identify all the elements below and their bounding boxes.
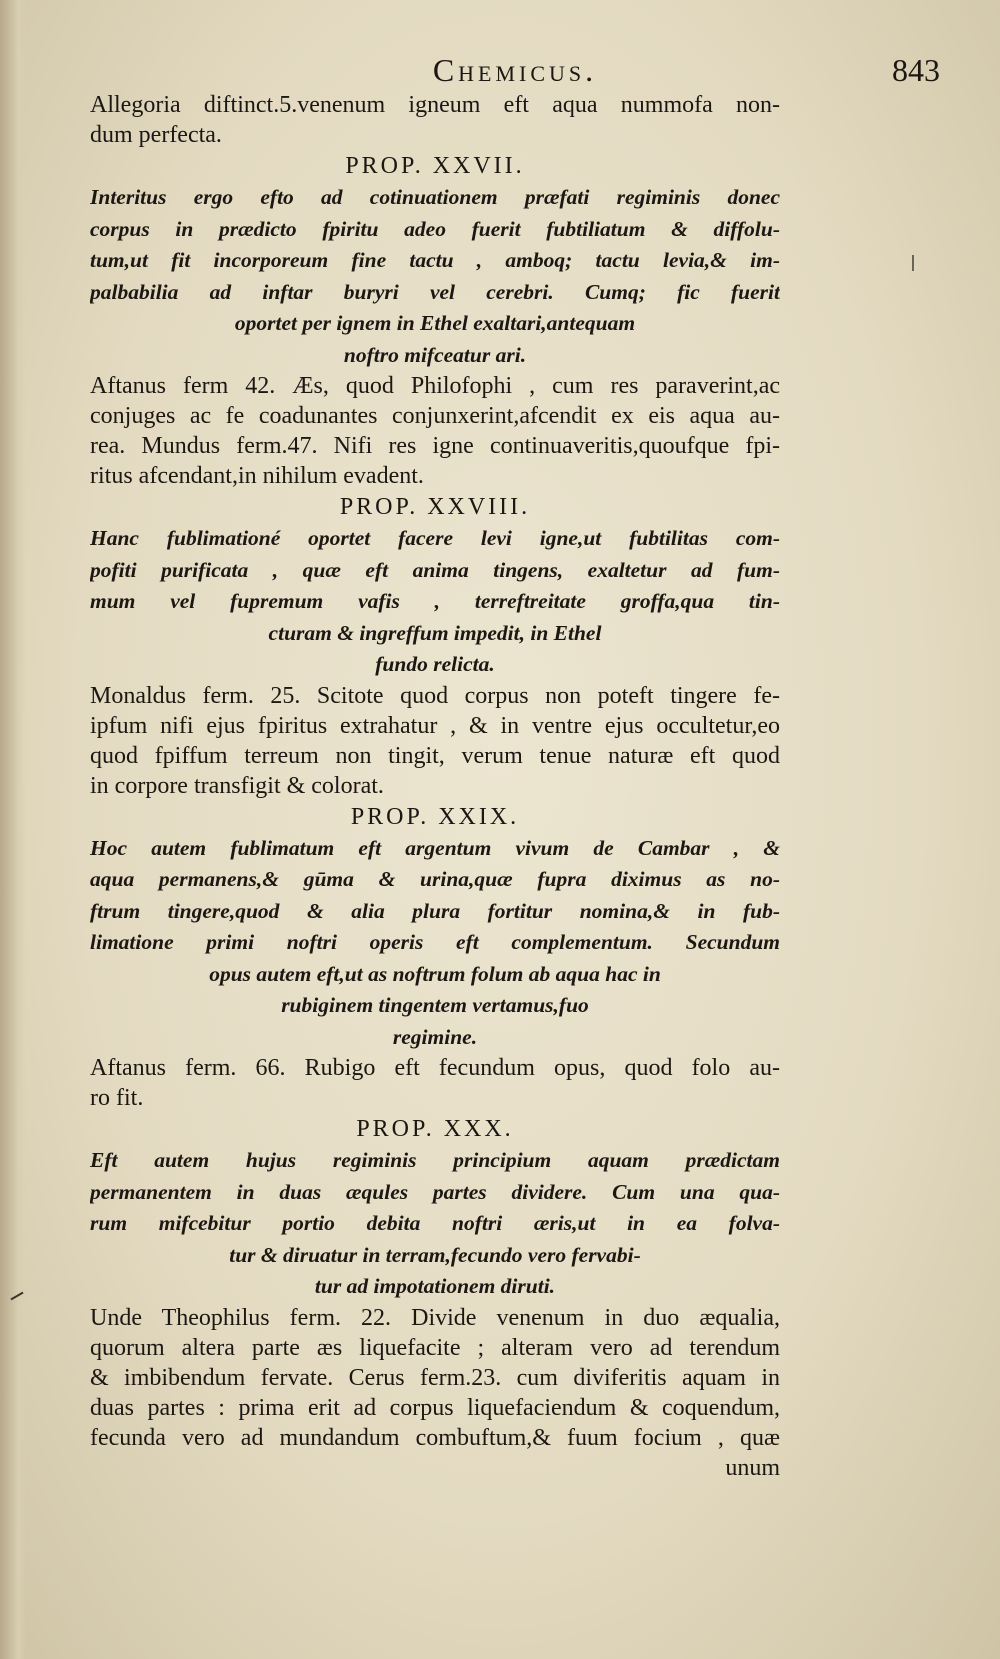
text-line: quorum altera parte æs liquefacite ; alteram vero ad terendum — [90, 1334, 780, 1361]
proposition-line: Interitus ergo efto ad cotinuationem præfati regiminis donec — [90, 185, 780, 209]
prop-heading: PROP. XXIX. — [350, 803, 520, 830]
text-line: dum perfecta. — [90, 122, 222, 148]
proposition-line: tur ad impotationem diruti. — [314, 1274, 556, 1298]
proposition-line: opus autem eft,ut as noftrum folum ab aqua hac in — [209, 961, 661, 986]
proposition-line: aqua permanens,& gūma & urina,quæ fupra diximus as no- — [90, 867, 780, 891]
prop-heading: PROP. XXX. — [356, 1116, 514, 1142]
running-title: Chemicus. — [432, 52, 598, 88]
proposition-line: ftrum tingere,quod & alia plura fortitur nomina,& in fub- — [90, 898, 780, 923]
proposition-line: pofiti purificata , quæ eft anima tingens, exaltetur ad fum- — [90, 557, 780, 582]
proposition-line: noftro mifceatur ari. — [343, 342, 527, 367]
proposition-line: oportet per ignem in Ethel exaltari,antequam — [234, 311, 636, 335]
text-line: conjuges ac fe coadunantes conjunxerint,afcendit ex eis aqua au- — [90, 403, 780, 429]
proposition-line: Eft autem hujus regiminis principium aquam prædictam — [90, 1148, 780, 1172]
text-line: rea. Mundus ferm.47. Nifi res igne continuaveritis,quoufque fpi- — [90, 433, 780, 459]
proposition-line: corpus in prædicto fpiritu adeo fuerit fubtiliatum & diffolu- — [90, 216, 780, 241]
proposition-line: rubiginem tingentem vertamus,fuo — [281, 993, 589, 1017]
page-number: 843 — [892, 52, 940, 88]
proposition-line: permanentem in duas æqules partes dividere. Cum una qua- — [90, 1179, 780, 1204]
body-text — [90, 90, 780, 1483]
text-line: Allegoria diftinct.5.venenum igneum eft aqua nummofa non- — [90, 92, 780, 118]
text-line: Aftanus ferm. 66. Rubigo eft fecundum opus, quod folo au- — [90, 1055, 780, 1081]
text-line: fecunda vero ad mundandum combuftum,& fuum focium , quæ — [90, 1424, 780, 1451]
text-line: ritus afcendant,in nihilum evadent. — [90, 463, 424, 489]
text-line: Unde Theophilus ferm. 22. Divide venenum in duo æqualia, — [90, 1304, 780, 1331]
margin-mark — [912, 255, 914, 271]
proposition-line: mum vel fupremum vafis , terreftreitate groffa,qua tin- — [90, 589, 780, 613]
page-edge — [0, 0, 26, 1659]
proposition-line: limatione primi noftri operis eft complementum. Secundum — [90, 930, 780, 954]
proposition-line: tum,ut fit incorporeum fine tactu , amboq; tactu levia,& im- — [90, 248, 780, 272]
prop-heading: PROP. XXVII. — [345, 153, 525, 179]
text-line: in corpore transfigit & colorat. — [90, 772, 384, 799]
proposition-line: fundo relicta. — [375, 652, 495, 676]
text-line: unum — [725, 1454, 780, 1481]
proposition-line: tur & diruatur in terram,fecundo vero fervabi- — [229, 1242, 641, 1267]
text-line: ro fit. — [90, 1085, 144, 1111]
proposition-line: rum mifcebitur portio debita noftri æris,ut in ea folva- — [90, 1211, 780, 1235]
text-line: Aftanus ferm 42. Æs, quod Philofophi , cum res paraverint,ac — [90, 373, 780, 399]
proposition-line: Hanc fublimationé oportet facere levi igne,ut fubtilitas com- — [90, 526, 780, 550]
text-line: Monaldus ferm. 25. Scitote quod corpus non poteft tingere fe- — [90, 682, 780, 709]
proposition-line: cturam & ingreffum impedit, in Ethel — [268, 620, 602, 645]
proposition-line: palbabilia ad inftar buryri vel cerebri. Cumq; fic fuerit — [90, 279, 780, 304]
text-line: & imbibendum fervate. Cerus ferm.23. cum diviferitis aquam in — [90, 1364, 780, 1391]
proposition-line: Hoc autem fublimatum eft argentum vivum de Cambar , & — [90, 835, 780, 860]
prop-heading: PROP. XXVIII. — [339, 494, 531, 520]
text-line: ipfum nifi ejus fpiritus extrahatur , & in ventre ejus occultetur,eo — [90, 712, 780, 739]
proposition-line: regimine. — [392, 1024, 478, 1049]
text-line: quod fpiffum terreum non tingit, verum tenue naturæ eft quod — [90, 742, 780, 769]
running-head — [90, 52, 940, 92]
text-line: duas partes : prima erit ad corpus liquefaciendum & coquendum, — [90, 1394, 780, 1421]
